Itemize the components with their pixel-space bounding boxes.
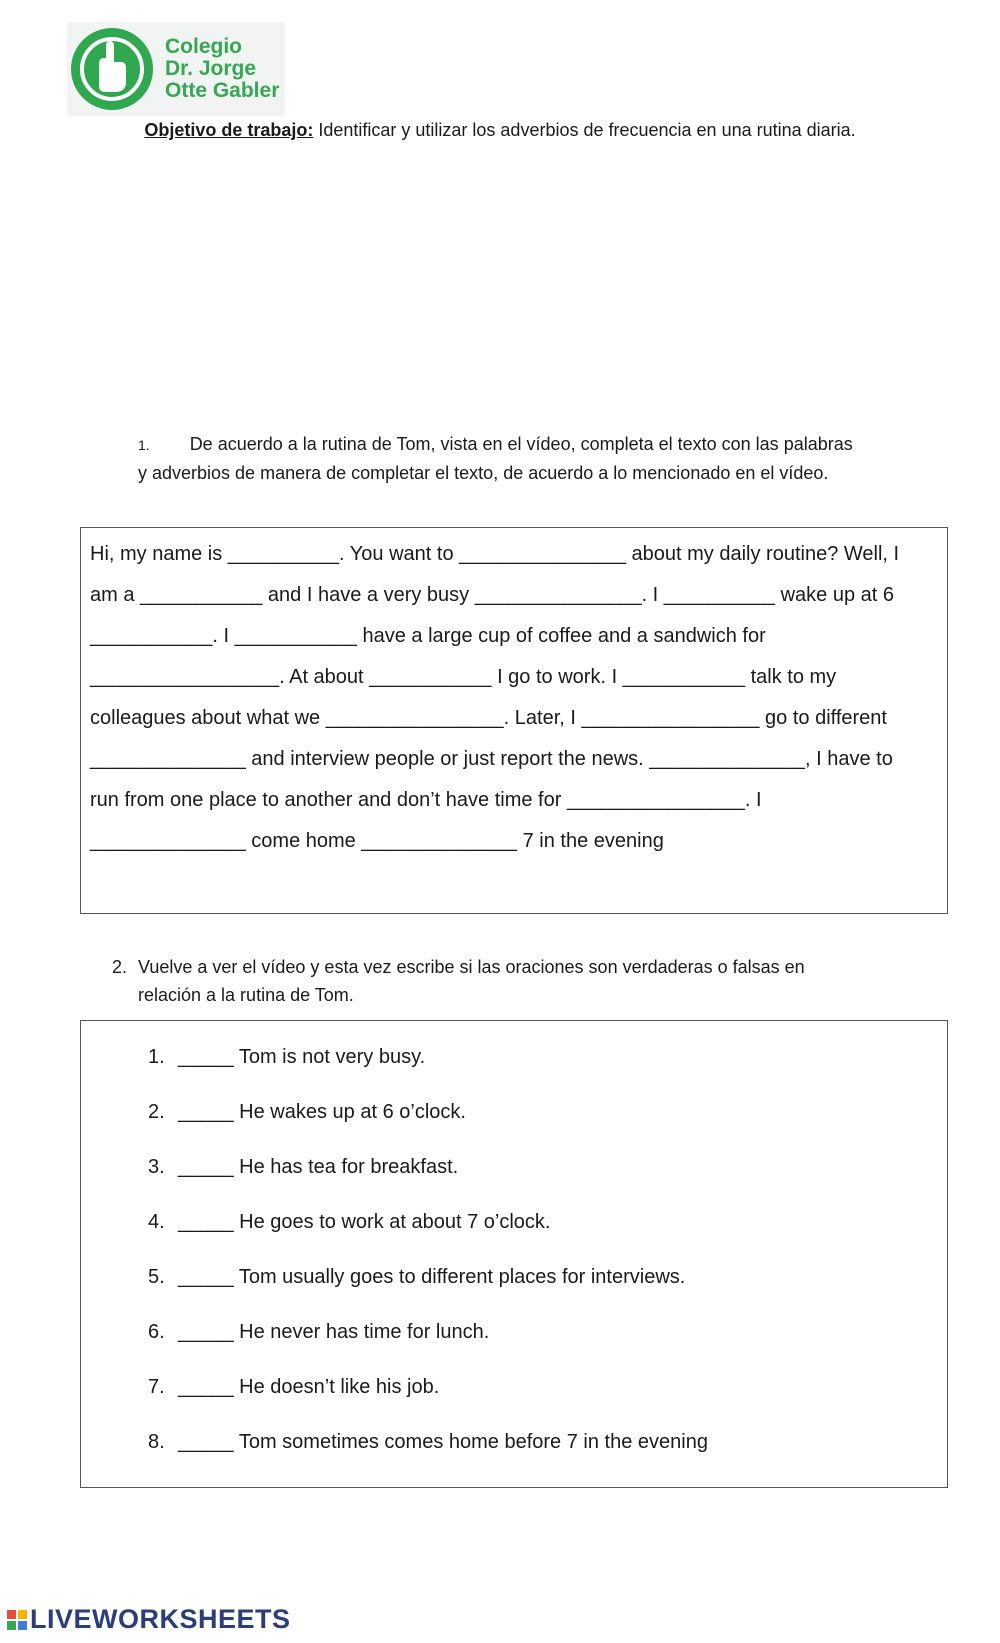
answer-blank: _____ [178, 1046, 234, 1068]
item-number: 8. [148, 1431, 165, 1453]
text-line: colleagues about what we ________________. Later, I ________________ go to different [90, 707, 887, 729]
section1-instruction-text: De acuerdo a la rutina de Tom, vista en el vídeo, completa el texto con las palabras y adverbios de manera de completar el texto, de acuerdo a lo mencionado en el vídeo. [138, 434, 853, 483]
text-line: Hi, my name is __________. You want to _______________ about my daily routine? Well, I [90, 543, 900, 565]
liveworksheets-brand: LIVEWORKSHEETS [30, 1604, 291, 1634]
item-text: He never has time for lunch. [233, 1321, 490, 1343]
text-line: ______________ come home ______________ 7 in the evening [90, 830, 664, 852]
true-false-item [148, 1156, 458, 1179]
section1-instruction [138, 430, 858, 487]
true-false-item [148, 1211, 550, 1234]
item-text: He doesn’t like his job. [233, 1376, 440, 1398]
item-text: Tom sometimes comes home before 7 in the evening [233, 1431, 708, 1453]
school-logo [67, 22, 285, 116]
true-false-box [80, 1020, 948, 1488]
true-false-item [148, 1431, 708, 1454]
school-name-line1: Colegio [165, 35, 242, 58]
true-false-item [148, 1101, 466, 1124]
text-line: ______________ and interview people or just report the news. ______________, I have to [90, 748, 893, 770]
text-line: am a ___________ and I have a very busy _______________. I __________ wake up at 6 [90, 584, 894, 606]
item-number: 7. [148, 1376, 165, 1398]
item-text: Tom is not very busy. [233, 1046, 426, 1068]
answer-blank: _____ [178, 1376, 234, 1398]
grid-icon [7, 1610, 27, 1630]
section2-instruction [112, 953, 852, 1009]
true-false-item [148, 1376, 439, 1399]
item-text: He goes to work at about 7 o’clock. [233, 1211, 551, 1233]
school-name-line3: Otte Gabler [165, 79, 280, 102]
answer-blank: _____ [178, 1266, 234, 1288]
true-false-item [148, 1321, 489, 1344]
item-number: 6. [148, 1321, 165, 1343]
objective-label: Objetivo de trabajo: [144, 120, 314, 140]
item-number: 3. [148, 1156, 165, 1178]
true-false-item [148, 1046, 425, 1069]
section1-number: 1. [138, 437, 150, 453]
answer-blank: _____ [178, 1156, 234, 1178]
text-line: ___________. I ___________ have a large cup of coffee and a sandwich for [90, 625, 766, 647]
school-name [165, 36, 279, 102]
section2-instruction-line1: Vuelve a ver el vídeo y esta vez escribe si las oraciones son verdaderas o falsas en [138, 957, 805, 977]
liveworksheets-logo[interactable] [7, 1604, 291, 1635]
text-line: run from one place to another and don’t have time for ________________. I [90, 789, 762, 811]
hand-sign-icon [69, 24, 155, 114]
answer-blank: _____ [178, 1431, 234, 1453]
item-number: 4. [148, 1211, 165, 1233]
true-false-item [148, 1266, 685, 1289]
school-name-line2: Dr. Jorge [165, 57, 257, 80]
objective-text: Identificar y utilizar los adverbios de frecuencia en una rutina diaria. [313, 120, 856, 140]
answer-blank: _____ [178, 1321, 234, 1343]
item-text: He has tea for breakfast. [233, 1156, 459, 1178]
section2-number: 2. [112, 957, 128, 977]
item-number: 1. [148, 1046, 165, 1068]
answer-blank: _____ [178, 1211, 234, 1233]
item-number: 2. [148, 1101, 165, 1123]
fill-in-text-box [80, 527, 948, 914]
section2-instruction-line2: relación a la rutina de Tom. [138, 985, 354, 1005]
answer-blank: _____ [178, 1101, 234, 1123]
objective [120, 116, 880, 144]
text-line: _________________. At about ___________ I go to work. I ___________ talk to my [90, 666, 837, 688]
item-text: Tom usually goes to different places for interviews. [233, 1266, 686, 1288]
item-text: He wakes up at 6 o’clock. [233, 1101, 466, 1123]
item-number: 5. [148, 1266, 165, 1288]
